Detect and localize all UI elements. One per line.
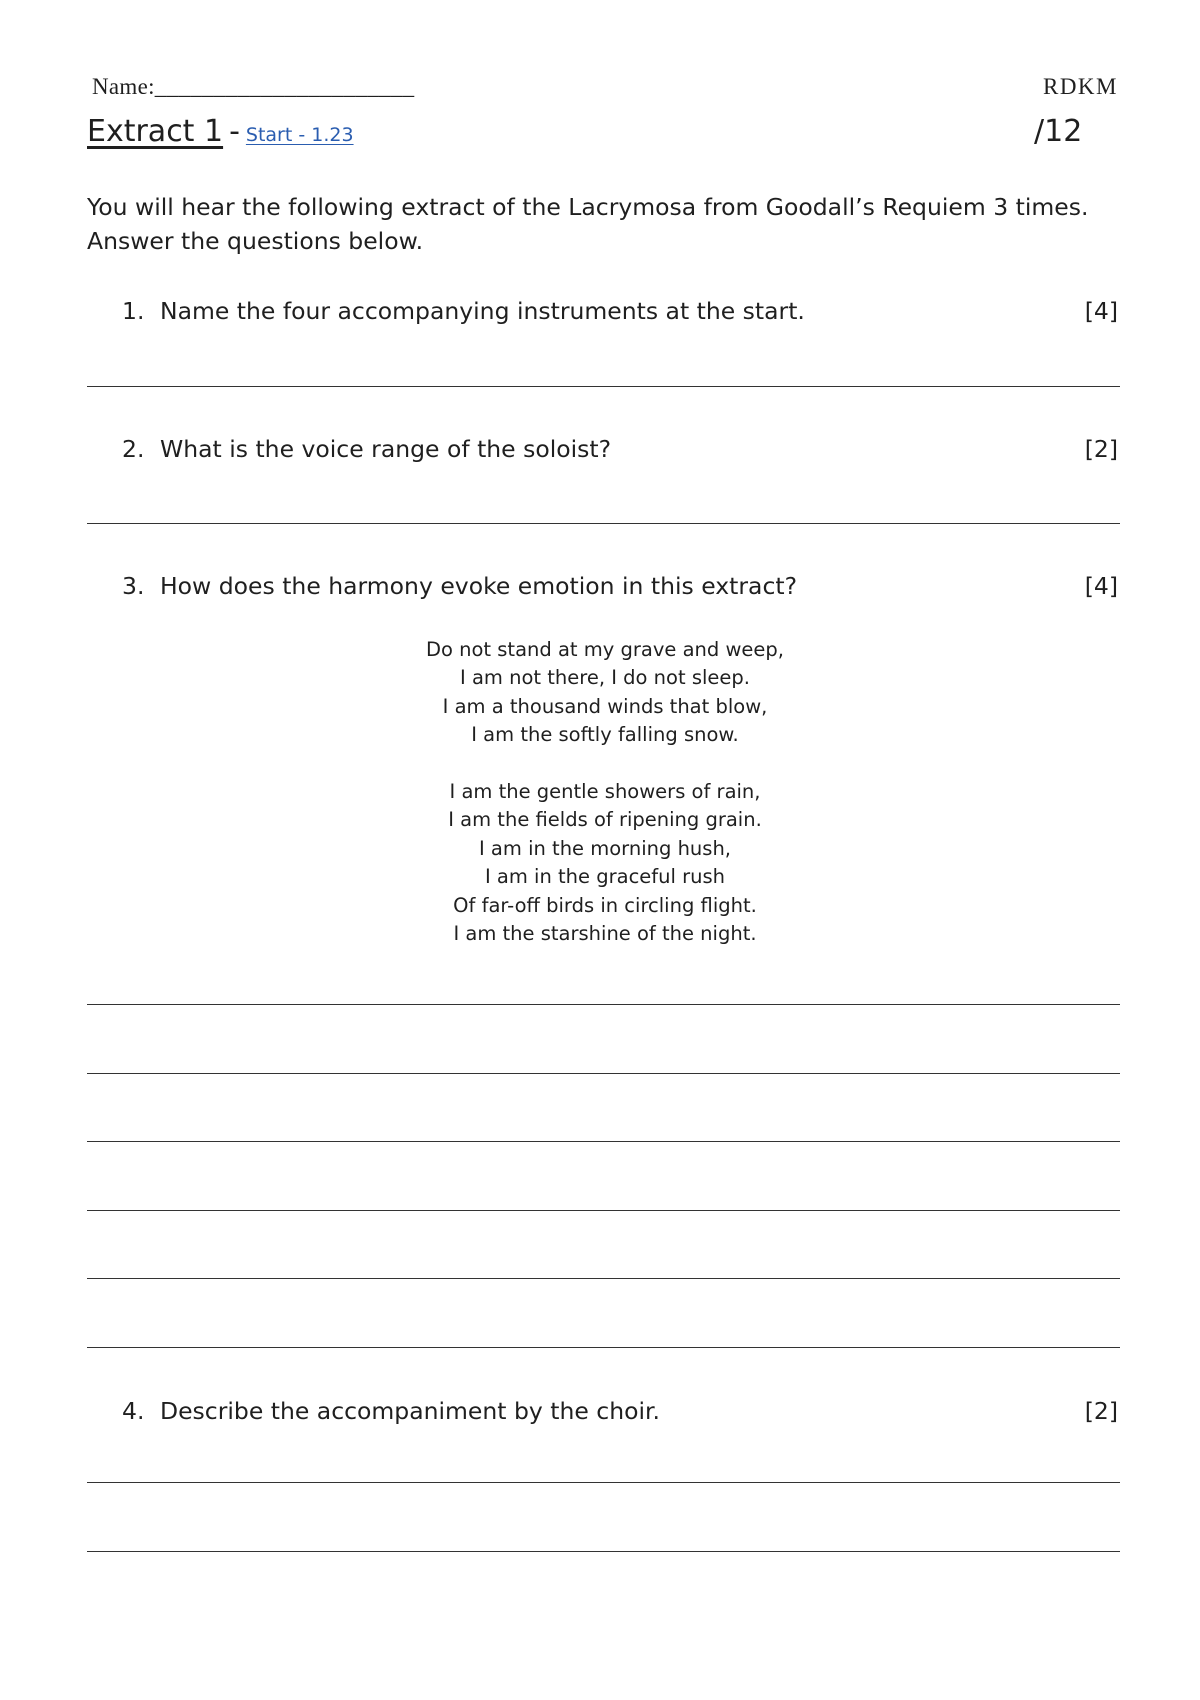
question-1-marks: [4] [1084,297,1118,325]
question-4-marks: [2] [1084,1397,1118,1425]
answer-line[interactable] [87,523,1120,524]
answer-line[interactable] [87,1210,1120,1211]
poem-line: I am a thousand winds that blow, [442,694,768,718]
poem-line: I am not there, I do not sleep. [460,666,750,690]
question-4 [122,1397,660,1425]
answer-line[interactable] [87,1482,1120,1483]
question-3 [122,572,797,600]
name-field[interactable]: Name:______________________ [92,74,415,99]
stanza-break [360,750,850,778]
poem-line: I am the softly falling snow. [471,723,739,747]
question-number: 3. [122,572,145,600]
question-1 [122,297,805,325]
question-2-marks: [2] [1084,435,1118,463]
instructions: You will hear the following extract of the Lacrymosa from Goodall’s Requiem 3 times. Answer the questions below. [87,193,1089,255]
poem [360,636,850,948]
page-title [87,114,354,149]
poem-line: I am the starshine of the night. [453,922,757,946]
question-text: How does the harmony evoke emotion in this extract? [160,572,798,600]
document-code: RDKM [1042,74,1118,99]
answer-line[interactable] [87,1004,1120,1005]
extract-title: Extract 1 [87,114,224,149]
total-marks: /12 [1034,114,1083,149]
question-number: 1. [122,297,145,325]
question-2 [122,435,611,463]
answer-line[interactable] [87,1141,1120,1142]
poem-line: I am in the morning hush, [478,836,731,860]
question-text: Name the four accompanying instruments at the start. [160,297,805,325]
poem-line: I am the gentle showers of rain, [449,780,761,804]
title-separator: - [229,114,240,149]
answer-line[interactable] [87,1073,1120,1074]
question-3-marks: [4] [1084,572,1118,600]
poem-line: Do not stand at my grave and weep, [426,638,784,661]
answer-line[interactable] [87,386,1120,387]
answer-line[interactable] [87,1278,1120,1279]
poem-line: Of far-off birds in circling flight. [453,893,757,917]
question-number: 2. [122,435,145,463]
question-text: What is the voice range of the soloist? [160,435,612,463]
question-number: 4. [122,1397,145,1425]
answer-line[interactable] [87,1551,1120,1552]
timestamp-link[interactable]: Start - 1.23 [245,124,354,146]
poem-line: I am in the graceful rush [484,865,726,889]
poem-line: I am the fields of ripening grain. [448,808,762,832]
question-text: Describe the accompaniment by the choir. [160,1397,660,1425]
answer-line[interactable] [87,1347,1120,1348]
